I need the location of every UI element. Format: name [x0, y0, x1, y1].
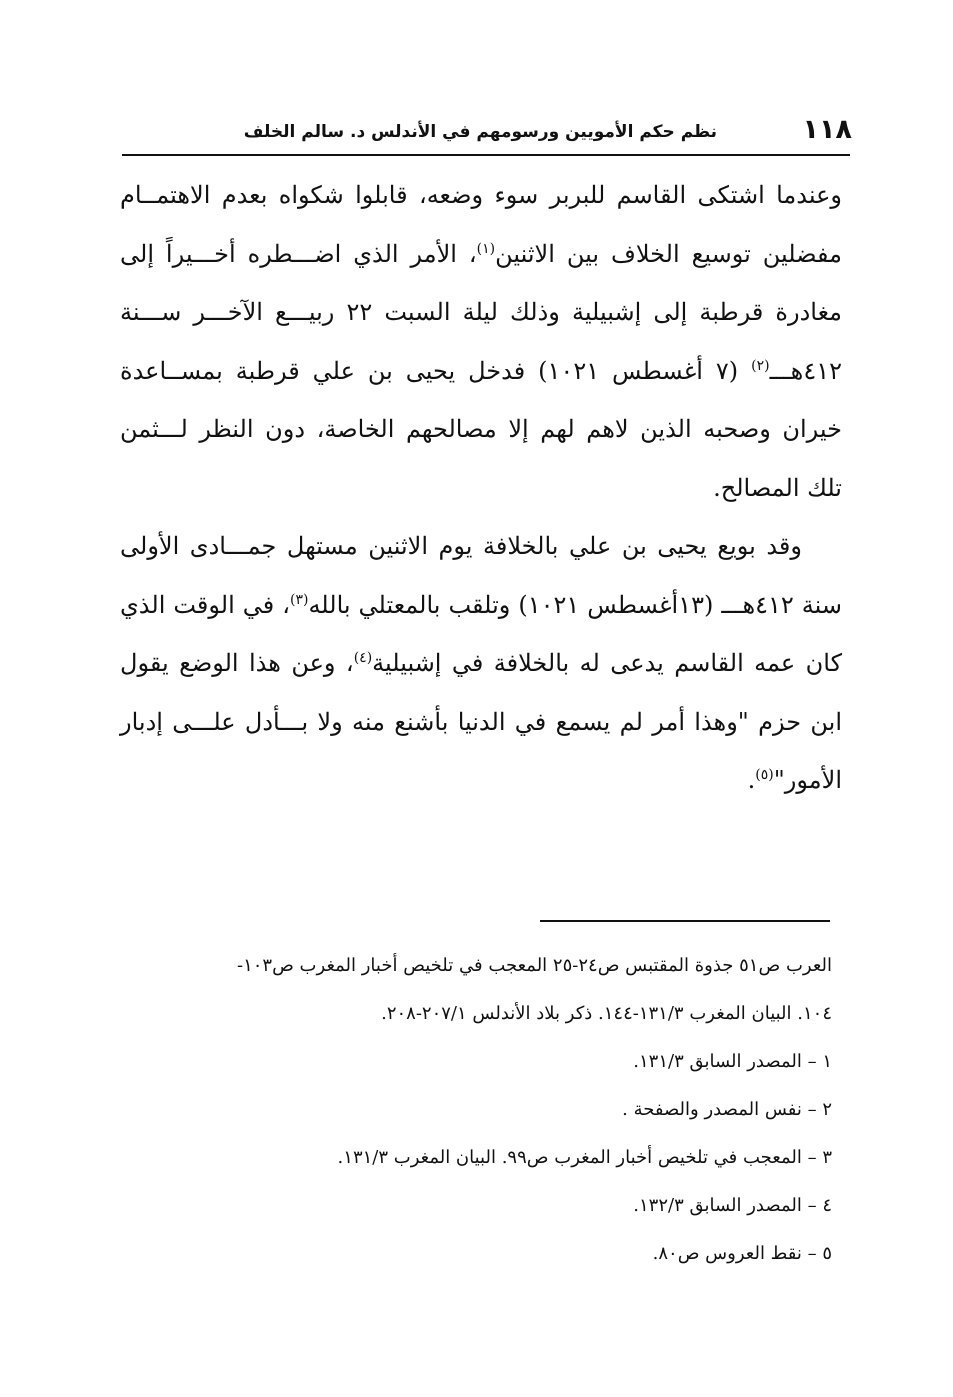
paragraph-1: [120, 166, 842, 517]
footnote-4: ٤ – المصدر السابق ١٣٢/٣.: [633, 1195, 832, 1216]
footnote-line: ١٠٤. البيان المغرب ١٣١/٣-١٤٤. ذكر بلاد الأندلس ٢٠٧/١-٢٠٨.: [381, 1003, 832, 1024]
paragraph-1-text-a: وعندما اشتكى القاسم للبربر سوء وضعه، قابلوا شكواه بعدم الاهتمــام مفضلين توسيع الخلاف بين الاثنين: [120, 181, 842, 268]
paragraph-1-text-b: ، الأمر الذي اضـــطره أخـــيراً إلى مغادرة قرطبة إلى إشبيلية وذلك ليلة السبت ٢٢ ربيـــع الآخـــر ســـنة ٤١٢هـــ: [120, 239, 843, 385]
footnote-ref-1: (١): [476, 240, 496, 257]
paragraph-2: [120, 517, 842, 810]
paragraph-1-text-c: (٧ أغسطس ١٠٢١) فدخل يحيى بن علي قرطبة بمســاعدة خيران وصحبه الذين لاهم لهم إلا مصالحهم الخاصة، دون النظر لـــثمن تلك المصالح.: [120, 356, 842, 502]
running-title: نظم حكم الأمويين ورسومهم في الأندلس د. سالم الخلف: [243, 122, 717, 142]
footnote-separator: [540, 920, 830, 922]
footnotes: [120, 942, 832, 1278]
main-text: [120, 166, 842, 810]
footnote-3: ٣ – المعجب في تلخيص أخبار المغرب ص٩٩. البيان المغرب ١٣١/٣.: [337, 1147, 832, 1168]
footnote-ref-3: (٣): [289, 591, 309, 608]
page-number: ١١٨: [802, 114, 852, 145]
paragraph-2-text-d: .: [747, 766, 756, 794]
footnote-5: ٥ – نقط العروس ص٨٠.: [652, 1243, 832, 1264]
footnote-ref-4: (٤): [353, 650, 373, 666]
header-rule: [122, 154, 850, 156]
footnote-2: ٢ – نفس المصدر والصفحة .: [622, 1099, 832, 1120]
footnote-1: ١ – المصدر السابق ١٣١/٣.: [633, 1051, 832, 1072]
paragraph-2-text-c: ، وعن هذا الوضع يقول ابن حزم "وهذا أمر لم يسمع في الدنيا بأشنع منه ولا بـــأدل علـــى إدبار الأمور": [120, 649, 842, 794]
footnote-line: العرب ص٥١ جذوة المقتبس ص٢٤-٢٥ المعجب في تلخيص أخبار المغرب ص١٠٣-: [236, 955, 832, 976]
footnote-ref-5: (٥): [755, 767, 774, 783]
paragraph-2-text-a: وقد بويع يحيى بن علي بالخلافة يوم الاثنين مستهل جمـــادى الأولى سنة ٤١٢هـــ (١٣أغسطس ١٠٢١) وتلقب بالمعتلي بالله: [120, 532, 842, 619]
footnote-ref-2: (٢): [751, 357, 770, 374]
page-header: [122, 114, 852, 154]
paragraph-2-text-b: ، في الوقت الذي كان عمه القاسم يدعى له بالخلافة في إشبيلية: [120, 590, 842, 677]
